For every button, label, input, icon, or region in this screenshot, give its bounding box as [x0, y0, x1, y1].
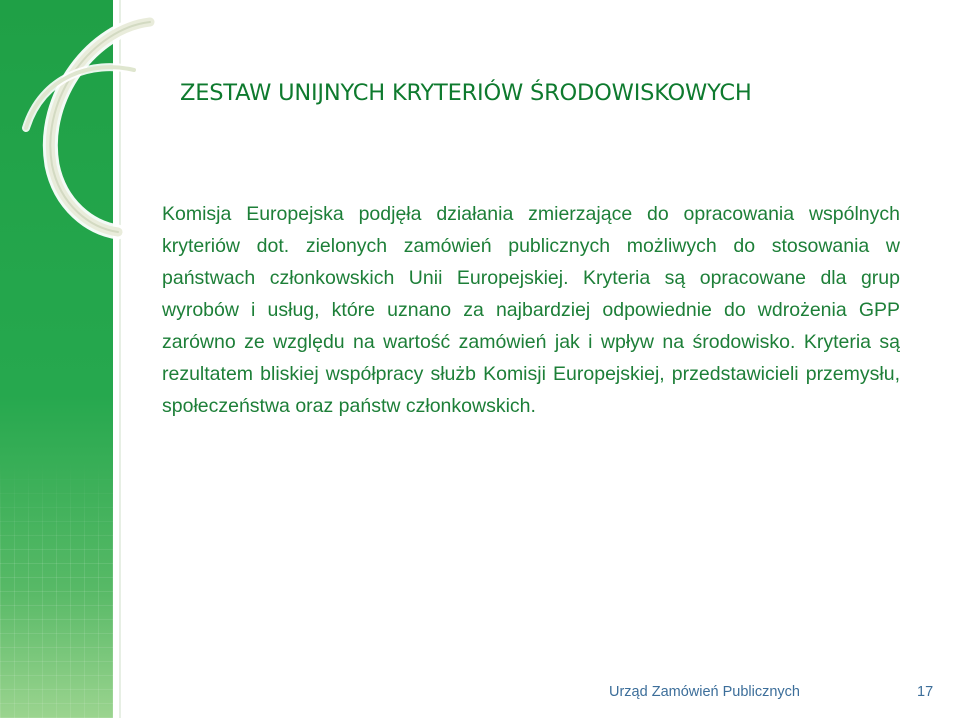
- grid-pattern: [0, 460, 113, 718]
- slide-body-text: Komisja Europejska podjęła działania zmierzające do opracowania wspólnych kryteriów dot. zielonych zamówień publicznych możliwych do stosowania w państwach członkowskich Unii Europejskiej. Kryteria są opracowane dla grup wyrobów i usług, które uznano za najbardziej odpowiednie do wdrożenia GPP zarówno ze względu na wartość zamówień jak i wpływ na środowisko. Kryteria są rezultatem bliskiej współpracy służb Komisji Europejskiej, przedstawicieli przemysłu, społeczeństwa oraz państw członkowskich.: [162, 203, 900, 417]
- page-number: 17: [917, 684, 934, 700]
- footer-organization: Urząd Zamówień Publicznych: [609, 684, 800, 700]
- slide-title: ZESTAW UNIJNYCH KRYTERIÓW ŚRODOWISKOWYCH: [180, 80, 752, 106]
